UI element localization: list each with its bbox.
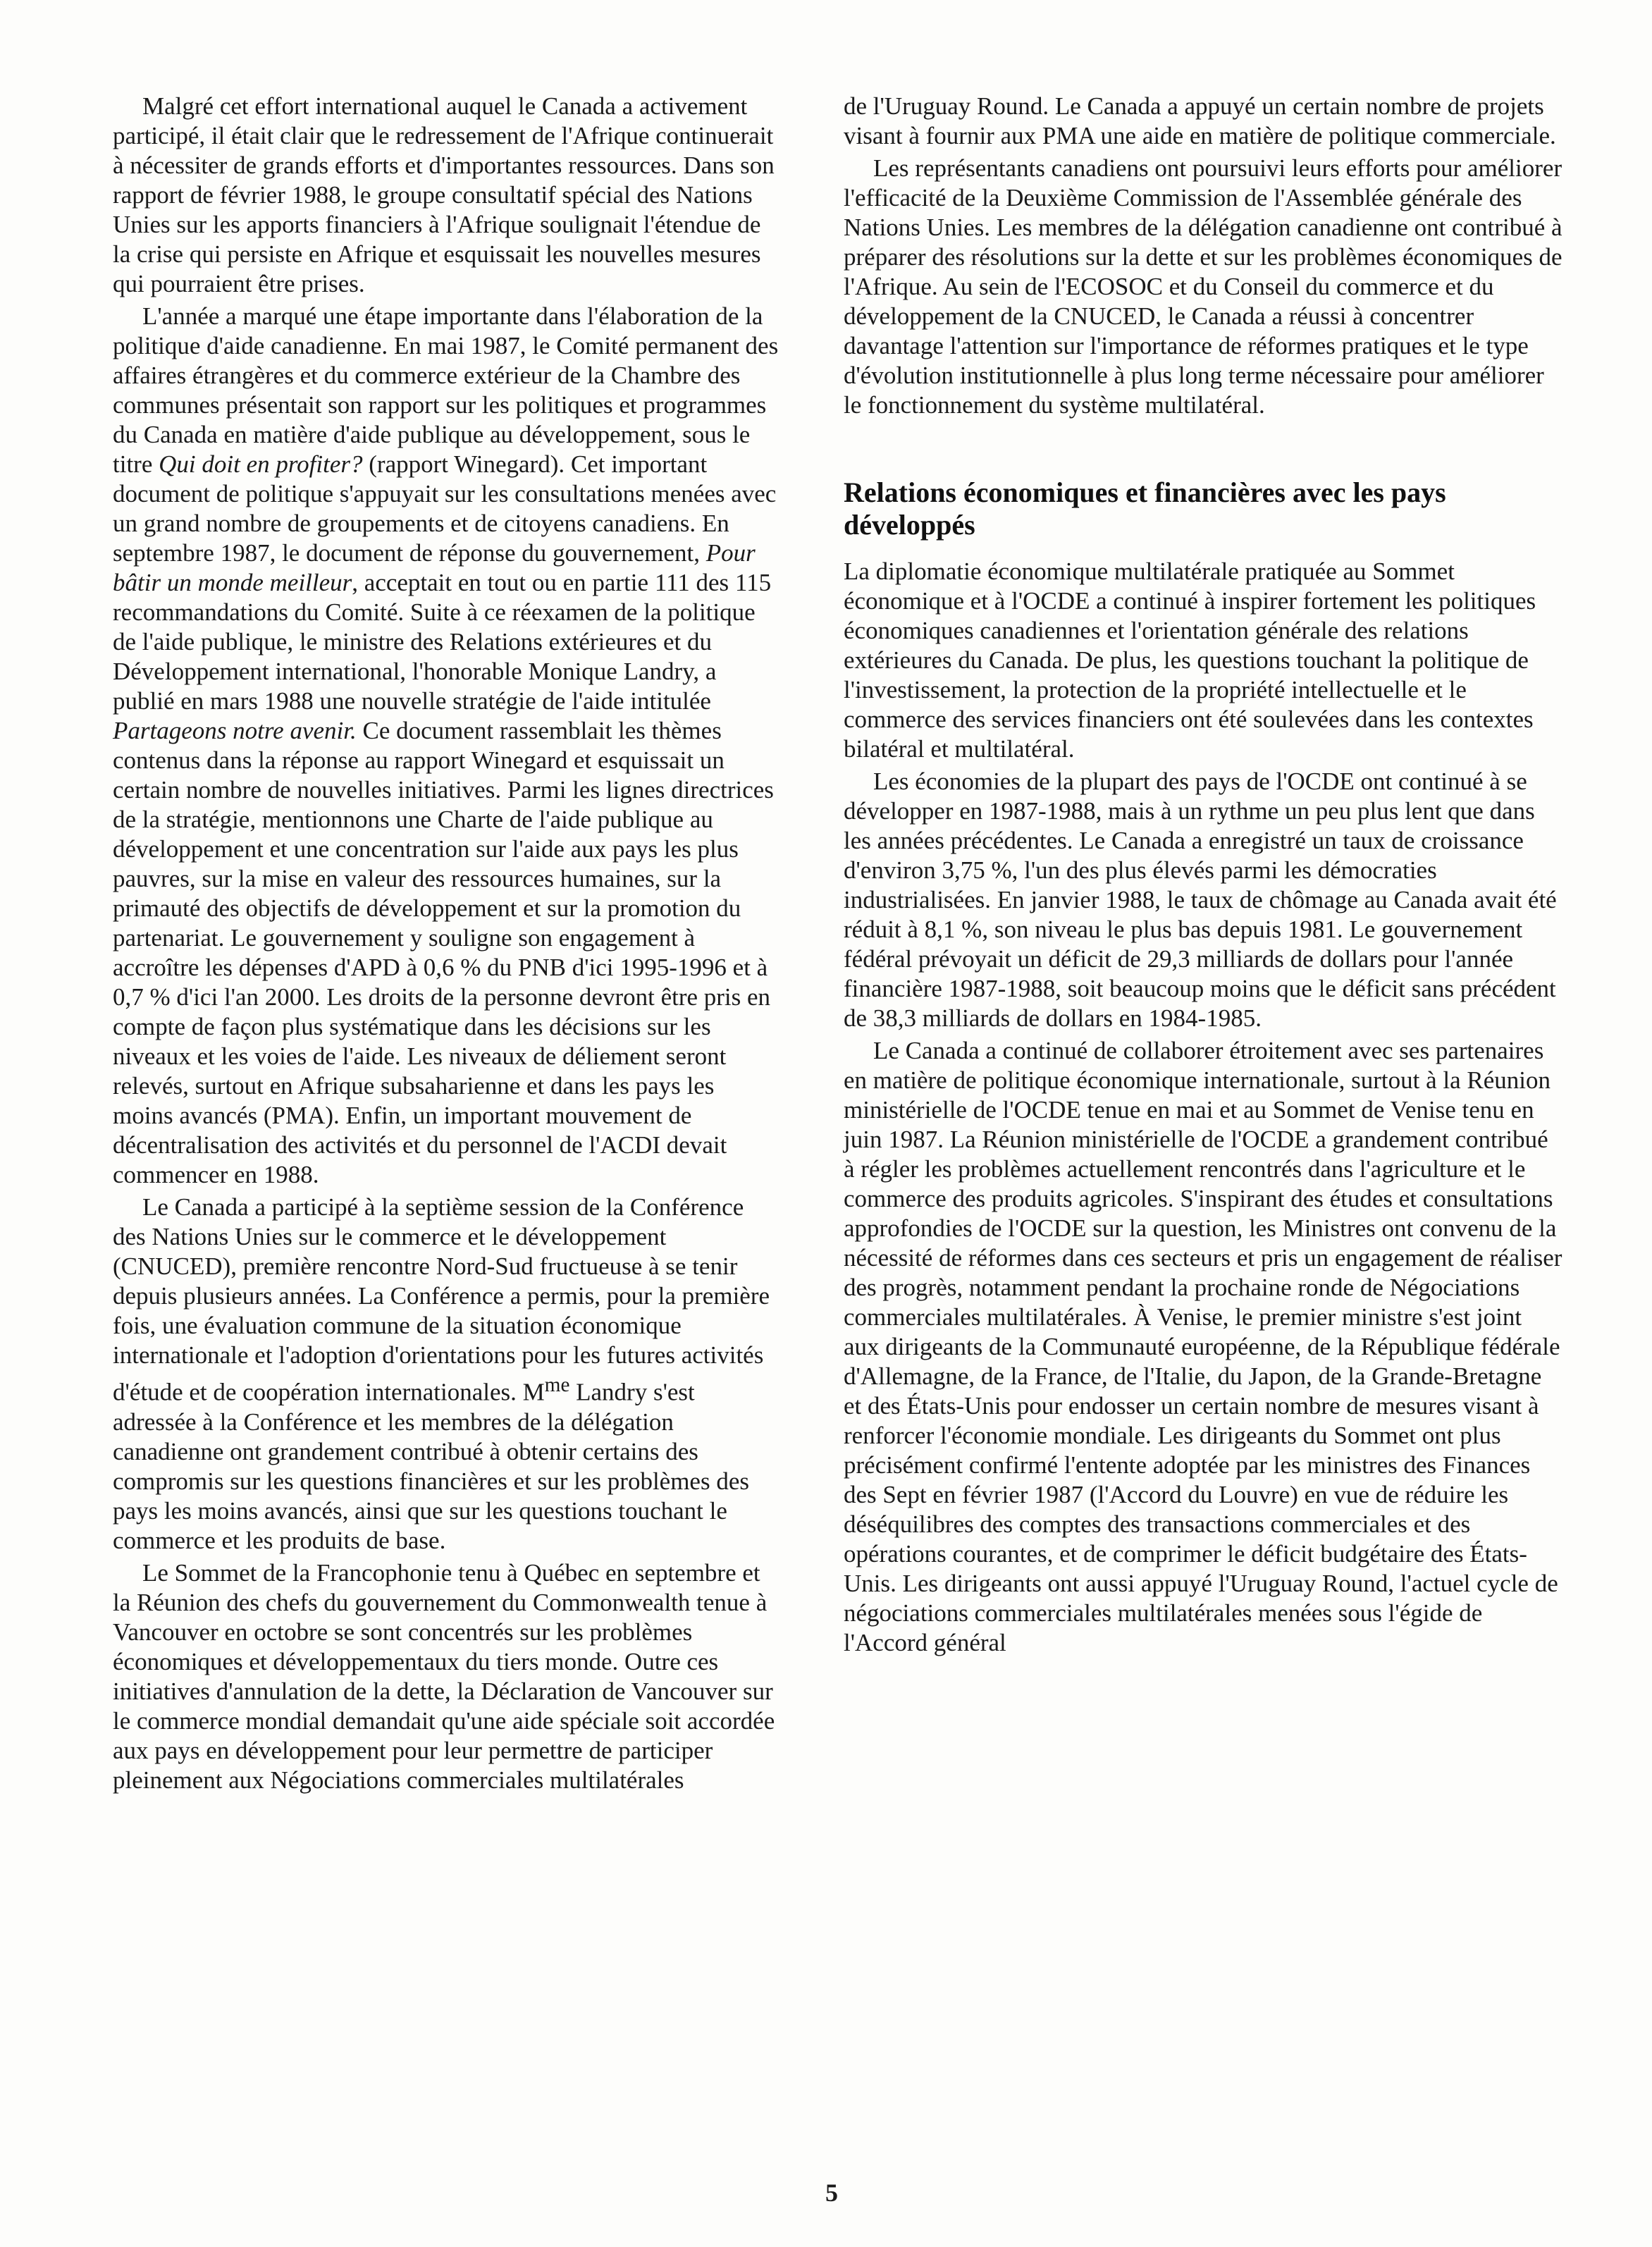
italic-title: Partageons notre avenir. bbox=[113, 717, 357, 744]
right-column bbox=[844, 92, 1562, 1658]
paragraph: Les économies de la plupart des pays de l'OCDE ont continué à se développer en 1987-1988, mais à un rythme un peu plus lent que dans les années précédentes. Le Canada a enregistré un taux de croissance d'environ 3,75 %, l'un des plus élevés parmi les démocraties industrialisées. En janvier 1988, le taux de chômage au Canada avait été réduit à 8,1 %, son niveau le plus bas depuis 1981. Le gouvernement fédéral prévoyait un déficit de 29,3 milliards de dollars pour l'année financière 1987-1988, soit beaucoup moins que le déficit sans précédent de 38,3 milliards de dollars en 1984-1985. bbox=[844, 768, 1557, 1032]
paragraph: Malgré cet effort international auquel le Canada a activement participé, il était clair que le redressement de l'Afrique continuerait à nécessiter de grands efforts et d'importantes ressources. Dans son rapport de février 1988, le groupe consultatif spécial des Nations Unies sur les apports financiers à l'Afrique soulignait l'étendue de la crise qui persiste en Afrique et esquissait les nouvelles mesures qui pourraient être prises. bbox=[113, 92, 775, 297]
italic-title: Qui doit en profiter? bbox=[159, 450, 363, 478]
left-column bbox=[113, 92, 779, 1795]
paragraph: Le Canada a participé à la septième session de la Conférence des Nations Unies sur le commerce et le développement (CNUCED), première rencontre Nord-Sud fructueuse à se tenir depuis plusieurs années. La Conférence a permis, pour la première fois, une évaluation commune de la situation économique internationale et l'adoption d'orientations pour les futures activités d'étude et de coopération internationales. $M^{me}$ Landry s'est adressée à la Conférence et les membres de la délégation canadienne ont grandement contribué à obtenir certains des compromis sur les questions financières et sur les problèmes des pays les moins avancés, ainsi que sur les questions touchant le commerce et les produits de base. bbox=[113, 1193, 770, 1554]
paragraph: Le Canada a continué de collaborer étroitement avec ses partenaires en matière de politique économique internationale, surtout à la Réunion ministérielle de l'OCDE tenue en mai et au Sommet de Venise tenu en juin 1987. La Réunion ministérielle de l'OCDE a grandement contribué à régler les problèmes actuellement rencontrés dans l'agriculture et le commerce des produits agricoles. S'inspirant des études et consultations approfondies de l'OCDE sur la question, les Ministres ont convenu de la nécessité de réformes dans ces secteurs et pris un engagement de réaliser des progrès, notamment pendant la prochaine ronde de Négociations commerciales multilatérales. À Venise, le premier ministre s'est joint aux dirigeants de la Communauté européenne, de la République fédérale d'Allemagne, de la France, de l'Italie, du Japon, de la Grande-Bretagne et des États-Unis pour endosser un certain nombre de mesures visant à renforcer l'économie mondiale. Les dirigeants du Sommet ont plus précisément confirmé l'entente adoptée par les ministres des Finances des Sept en février 1987 (l'Accord du Louvre) en vue de réduire les déséquilibres des comptes des transactions commerciales et des opérations courantes, et de comprimer le déficit budgétaire des États-Unis. Les dirigeants ont aussi appuyé l'Uruguay Round, l'actuel cycle de négociations commerciales multilatérales menées sous l'égide de l'Accord général bbox=[844, 1037, 1562, 1656]
paragraph: de l'Uruguay Round. Le Canada a appuyé un certain nombre de projets visant à fournir aux PMA une aide en matière de politique commerciale. bbox=[844, 92, 1556, 149]
paragraph: Le Sommet de la Francophonie tenu à Québec en septembre et la Réunion des chefs du gouvernement du Commonwealth tenue à Vancouver en octobre se sont concentrés sur les problèmes économiques et développementaux du tiers monde. Outre ces initiatives d'annulation de la dette, la Déclaration de Vancouver sur le commerce mondial demandait qu'une aide spéciale soit accordée aux pays en développement pour leur permettre de participer pleinement aux Négociations commerciales multilatérales bbox=[113, 1558, 775, 1794]
page-number: 5 bbox=[825, 2179, 838, 2207]
superscript: me bbox=[544, 1374, 570, 1396]
paragraph: Les représentants canadiens ont poursuivi leurs efforts pour améliorer l'efficacité de la Deuxième Commission de l'Assemblée générale des Nations Unies. Les membres de la délégation canadienne ont contribué à préparer des résolutions sur la dette et sur les problèmes économiques de l'Afrique. Au sein de l'ECOSOC et du Conseil du commerce et du développement de la CNUCED, le Canada a réussi à concentrer davantage l'attention sur l'importance de réformes pratiques et le type d'évolution institutionnelle à plus long terme nécessaire pour améliorer le fonctionnement du système multilatéral. bbox=[844, 154, 1562, 419]
section-heading: Relations économiques et financières avec les pays développés bbox=[844, 476, 1446, 541]
paragraph: L'année a marqué une étape importante dans l'élaboration de la politique d'aide canadienne. En mai 1987, le Comité permanent des affaires étrangères et du commerce extérieur de la Chambre des communes présentait son rapport sur les politiques et programmes du Canada en matière d'aide publique au développement, sous le titre Qui doit en profiter? (rapport Winegard). Cet important document de politique s'appuyait sur les consultations menées avec un grand nombre de groupements et de citoyens canadiens. En septembre 1987, le document de réponse du gouvernement, Pour bâtir un monde meilleur, acceptait en tout ou en partie 111 des 115 recommandations du Comité. Suite à ce réexamen de la politique de l'aide publique, le ministre des Relations extérieures et du Développement international, l'honorable Monique Landry, a publié en mars 1988 une nouvelle stratégie de l'aide intitulée Partageons notre avenir. Ce document rassemblait les thèmes contenus dans la réponse au rapport Winegard et esquissait un certain nombre de nouvelles initiatives. Parmi les lignes directrices de la stratégie, mentionnons une Charte de l'aide publique au développement et une concentration sur l'aide aux pays les plus pauvres, sur la mise en valeur des ressources humaines, sur la primauté des objectifs de développement et sur la promotion du partenariat. Le gouvernement y souligne son engagement à accroître les dépenses d'APD à 0,6 % du PNB d'ici 1995-1996 et à 0,7 % d'ici l'an 2000. Les droits de la personne devront être pris en compte de façon plus systématique dans les décisions sur les niveaux et les voies de l'aide. Les niveaux de déliement seront relevés, surtout en Afrique subsaharienne et dans les pays les moins avancés (PMA). Enfin, un important mouvement de décentralisation des activités et du personnel de l'ACDI devait commencer en 1988. bbox=[113, 302, 779, 1188]
paragraph: La diplomatie économique multilatérale pratiquée au Sommet économique et à l'OCDE a continué à inspirer fortement les politiques économiques canadiennes et l'orientation générale des relations extérieures du Canada. De plus, les questions touchant la politique de l'investissement, la protection de la propriété intellectuelle et le commerce des services financiers ont été soulevées dans les contextes bilatéral et multilatéral. bbox=[844, 558, 1536, 763]
italic-title: Pour bâtir un monde meilleur bbox=[113, 539, 756, 596]
